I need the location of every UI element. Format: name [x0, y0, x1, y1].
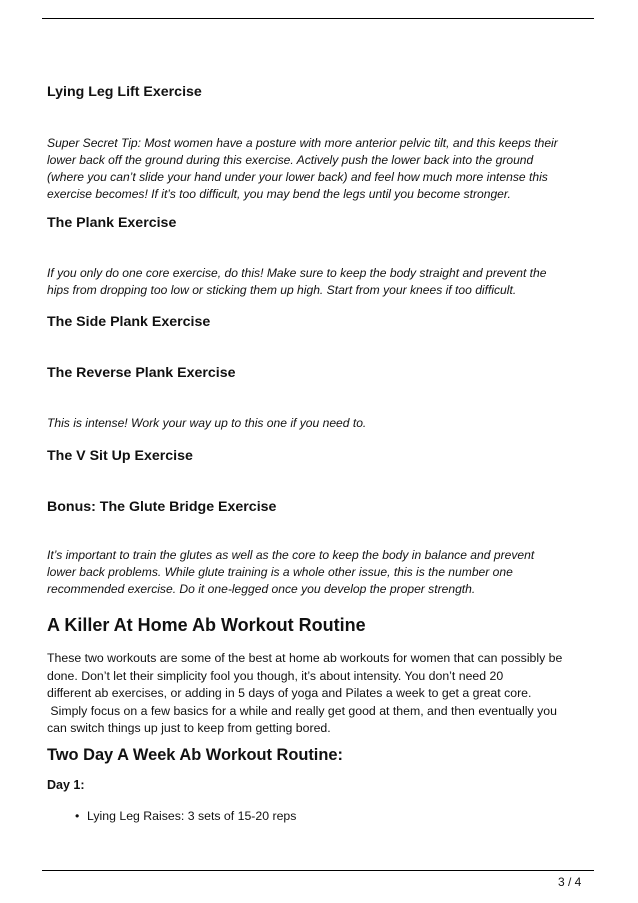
tip-line: lower back off the ground during this exercise. Actively push the lower back into the ground: [47, 153, 534, 167]
tip-leg-lift: [47, 135, 597, 203]
footer-rule: [42, 870, 594, 871]
header-rule: [42, 18, 594, 19]
heading-plank: The Plank Exercise: [47, 215, 177, 231]
tip-line: This is intense! Work your way up to this one if you need to.: [47, 416, 367, 430]
heading-v-sit-up: The V Sit Up Exercise: [47, 448, 193, 464]
bullet-dot-icon: •: [75, 809, 80, 823]
para-line: different ab exercises, or adding in 5 days of yoga and Pilates a week to get a great core.: [47, 686, 532, 700]
tip-line: If you only do one core exercise, do this! Make sure to keep the body straight and prevent the: [47, 266, 547, 280]
heading-routine: A Killer At Home Ab Workout Routine: [47, 615, 366, 635]
tip-reverse-plank: [47, 415, 597, 432]
heading-side-plank: The Side Plank Exercise: [47, 314, 211, 330]
para-line: These two workouts are some of the best at home ab workouts for women that can possibly be: [47, 651, 563, 665]
list-item: [75, 809, 296, 823]
tip-glute-bridge: [47, 547, 597, 598]
paragraph-routine: [47, 650, 597, 738]
tip-plank: [47, 265, 597, 299]
tip-line: lower back problems. While glute training is a whole other issue, this is the number one: [47, 565, 513, 579]
tip-line: It’s important to train the glutes as well as the core to keep the body in balance and prevent: [47, 548, 535, 562]
day-label: Day 1:: [47, 778, 85, 792]
para-line: done. Don’t let their simplicity fool you though, it’s about intensity. You don’t need 20: [47, 668, 504, 683]
heading-leg-lift: Lying Leg Lift Exercise: [47, 84, 202, 100]
heading-two-day: Two Day A Week Ab Workout Routine:: [47, 746, 343, 764]
tip-line: Super Secret Tip: Most women have a posture with more anterior pelvic tilt, and this keeps their: [47, 136, 558, 150]
tip-line: hips from dropping too low or sticking them up high. Start from your knees if too difficult.: [47, 283, 517, 297]
list-item-text: Lying Leg Raises: 3 sets of 15-20 reps: [87, 809, 297, 823]
tip-line: recommended exercise. Do it one-legged once you develop the proper strength.: [47, 582, 476, 596]
tip-line: exercise becomes! If it’s too difficult, you may bend the legs until you become stronger.: [47, 187, 511, 201]
heading-reverse-plank: The Reverse Plank Exercise: [47, 365, 236, 381]
para-line: can switch things up just to keep from getting bored.: [47, 721, 331, 735]
tip-line: (where you can’t slide your hand under your lower back) and feel how much more intense this: [47, 170, 548, 184]
page-number: 3 / 4: [558, 875, 582, 889]
heading-glute-bridge: Bonus: The Glute Bridge Exercise: [47, 499, 277, 515]
para-line: Simply focus on a few basics for a while and really get good at them, and then eventually you: [47, 703, 557, 718]
